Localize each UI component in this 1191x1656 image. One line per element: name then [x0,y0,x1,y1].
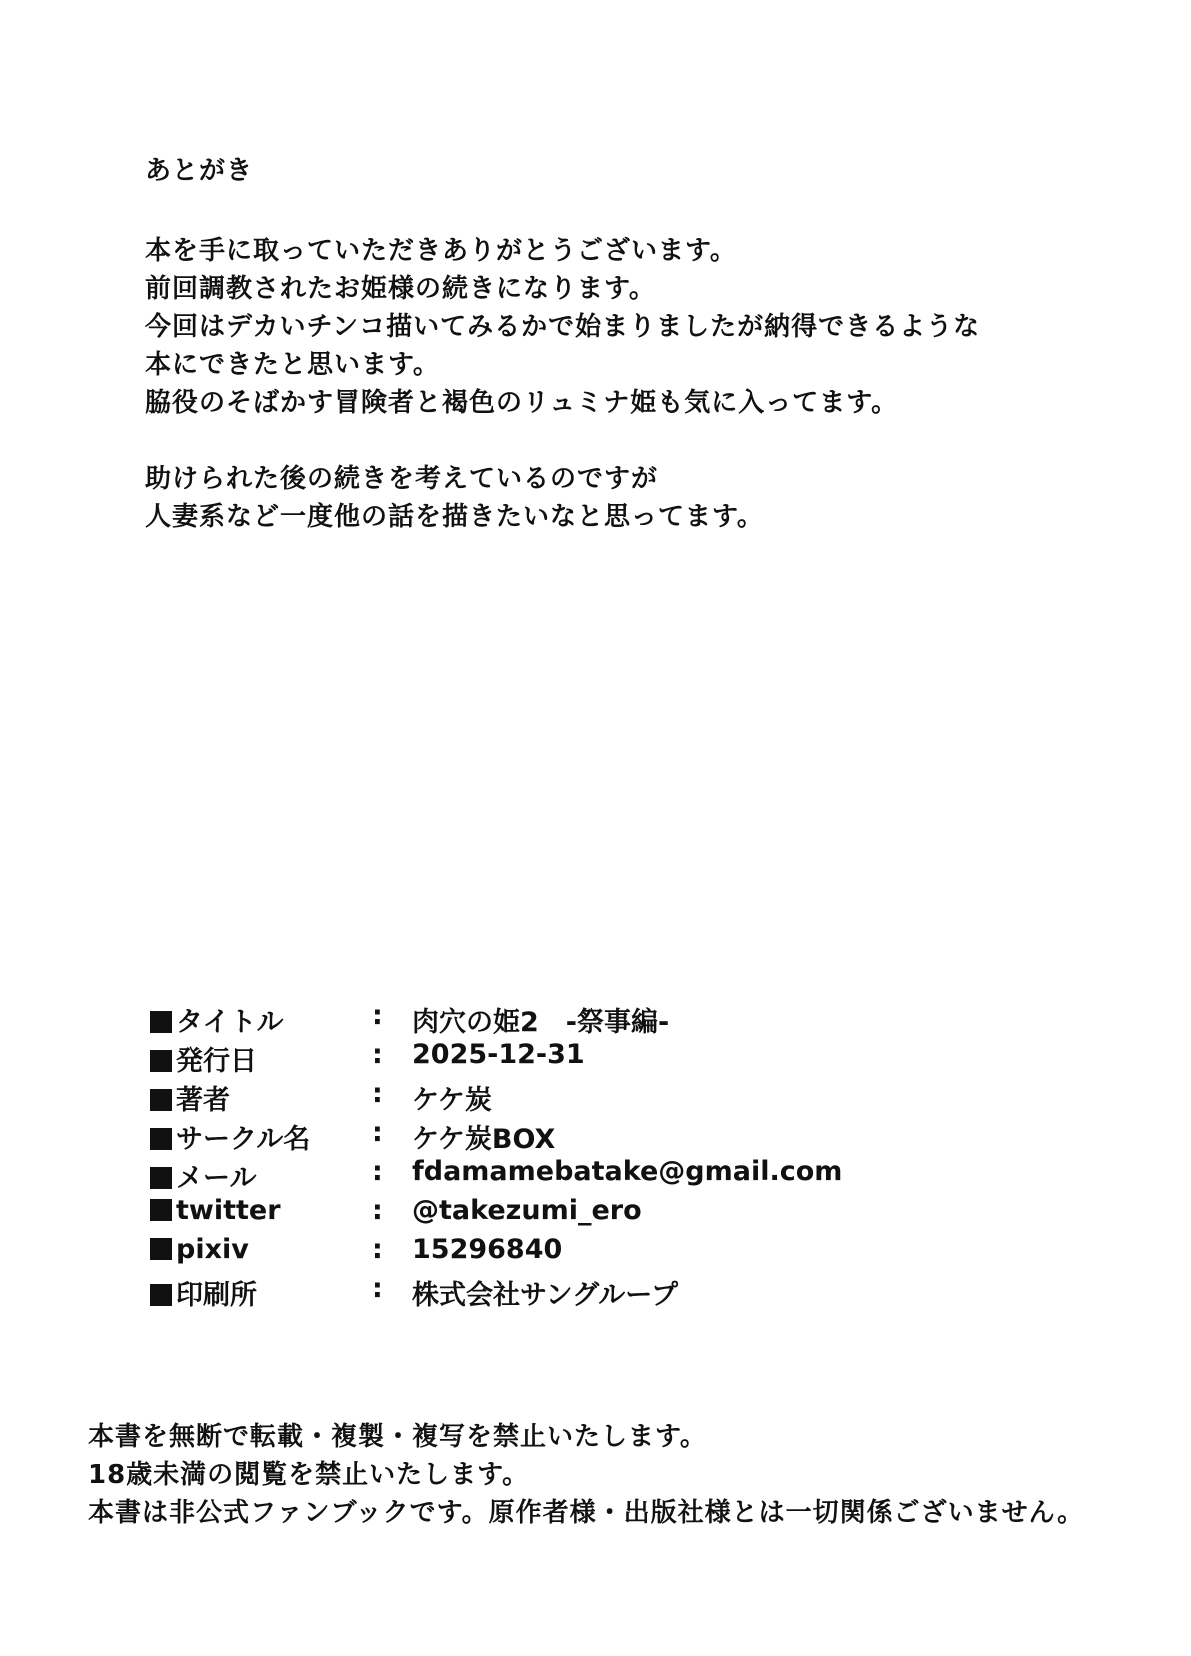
colophon-separator: : [372,1078,383,1109]
colophon-value: 肉穴の姫2 -祭事編- [412,1007,670,1038]
colophon-row-twitter [150,1195,1050,1234]
afterword-line: 人妻系など一度他の話を描きたいなと思ってます。 [145,502,764,532]
colophon-separator: : [372,1117,383,1148]
paragraph-gap [145,422,1125,460]
colophon-label: twitter [150,1195,281,1226]
colophon-label: 発行日 [150,1039,257,1078]
afterword-body [145,232,1125,536]
colophon-label: サークル名 [150,1117,310,1156]
afterword-heading: あとがき [145,156,254,186]
square-bullet-icon [150,1284,172,1306]
notice-line: 18歳未満の閲覧を禁止いたします。 [88,1460,530,1490]
afterword-line: 助けられた後の続きを考えているのですが [145,464,659,494]
square-bullet-icon [150,1050,172,1072]
colophon-value: fdamamebatake@gmail.com [412,1156,843,1187]
square-bullet-icon [150,1089,172,1111]
square-bullet-icon [150,1238,172,1260]
afterword-line: 今回はデカいチンコ描いてみるかで始まりましたが納得できるような [145,312,981,342]
colophon-value: 2025-12-31 [412,1039,585,1070]
colophon-row-author [150,1078,1050,1117]
colophon-row-printer [150,1273,1050,1312]
colophon-row-circle [150,1117,1050,1156]
notice-line: 本書を無断で転載・複製・複写を禁止いたします。 [88,1422,707,1452]
colophon-value: 15296840 [412,1234,563,1265]
afterword-line: 本にできたと思います。 [145,350,440,380]
colophon-label: 印刷所 [150,1273,257,1312]
colophon-table [150,1000,1050,1312]
colophon-separator: : [372,1039,383,1070]
colophon-value: 株式会社サングループ [412,1280,678,1311]
square-bullet-icon [150,1199,172,1221]
square-bullet-icon [150,1128,172,1150]
colophon-row-mail [150,1156,1050,1195]
legal-notice [88,1418,1168,1532]
colophon-separator: : [372,1195,383,1226]
colophon-separator: : [372,1000,383,1031]
notice-line: 本書は非公式ファンブックです。原作者様・出版社様とは一切関係ございません。 [88,1498,1085,1528]
colophon-value: ケケ炭 [412,1085,492,1116]
colophon-label: タイトル [150,1000,283,1039]
square-bullet-icon [150,1167,172,1189]
colophon-row-pixiv [150,1234,1050,1273]
colophon-separator: : [372,1273,383,1304]
colophon-separator: : [372,1156,383,1187]
colophon-value: ケケ炭BOX [412,1124,556,1155]
colophon-row-date [150,1039,1050,1078]
colophon-separator: : [372,1234,383,1265]
square-bullet-icon [150,1011,172,1033]
colophon-value: @takezumi_ero [412,1195,642,1226]
afterword-line: 本を手に取っていただきありがとうございます。 [145,236,737,266]
colophon-label: pixiv [150,1234,249,1265]
colophon-label: 著者 [150,1078,230,1117]
afterword-line: 脇役のそばかす冒険者と褐色のリュミナ姫も気に入ってます。 [145,388,899,418]
afterword-line: 前回調教されたお姫様の続きになります。 [145,274,656,304]
colophon-row-title [150,1000,1050,1039]
colophon-label: メール [150,1156,256,1195]
